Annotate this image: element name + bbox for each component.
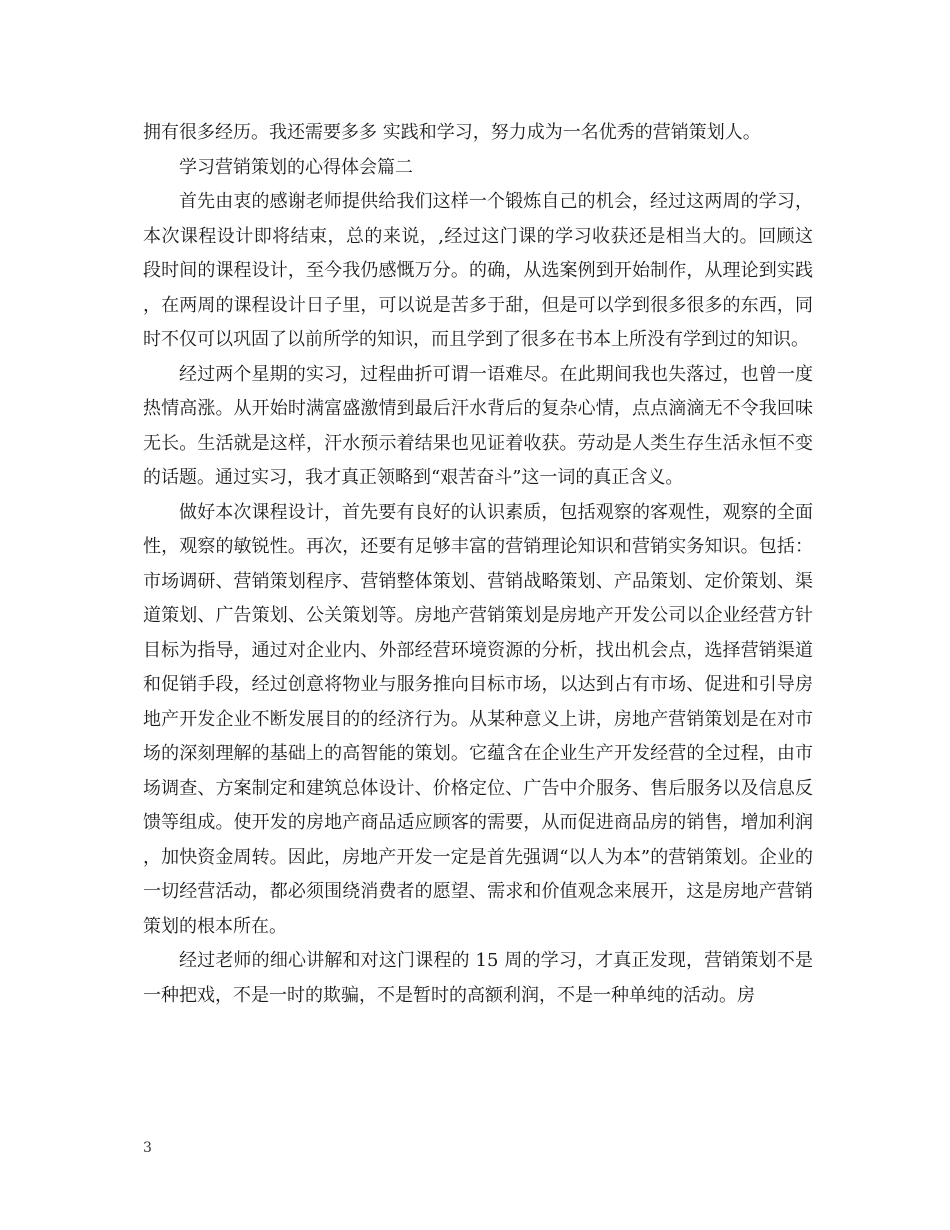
document-body: [143, 116, 813, 1013]
paragraph-gratitude: 首先由衷的感谢老师提供给我们这样一个锻炼自己的机会，经过这两周的学习，本次课程设计即将结束，总的来说，,经过这门课的学习收获还是相当大的。回顾这段时间的课程设计，至今我仍感慨万分。的确，从选案例到开始制作，从理论到实践，在两周的课程设计日子里，可以说是苦多于甜，但是可以学到很多很多的东西，同时不仅可以巩固了以前所学的知识，而且学到了很多在书本上所没有学到过的知识。: [143, 191, 813, 350]
page-number: 3: [143, 1140, 152, 1156]
paragraph-course-design: 做好本次课程设计，首先要有良好的认识素质，包括观察的客观性，观察的全面性，观察的敏锐性。再次，还要有足够丰富的营销理论知识和营销实务知识。包括：市场调研、营销策划程序、营销整体策划、营销战略策划、产品策划、定价策划、渠道策划、广告策划、公关策划等。房地产营销策划是房地产开发公司以企业经营方针目标为指导，通过对企业内、外部经营环境资源的分析，找出机会点，选择营销渠道和促销手段，经过创意将物业与服务推向目标市场，以达到占有市场、促进和引导房地产开发企业不断发展目的的经济行为。从某种意义上讲，房地产营销策划是在对市场的深刻理解的基础上的高智能的策划。它蕴含在企业生产开发经营的全过程，由市场调查、方案制定和建筑总体设计、价格定位、广告中介服务、售后服务以及信息反馈等组成。使开发的房地产商品适应顾客的需要，从而促进商品房的销售，增加利润，加快资金周转。因此，房地产开发一定是首先强调“以人为本”的营销策划。企业的一切经营活动，都必须围绕消费者的愿望、需求和价值观念来展开，这是房地产营销策划的根本所在。: [143, 501, 813, 937]
paragraph-continuation: 拥有很多经历。我还需要多多 实践和学习，努力成为一名优秀的营销策划人。: [143, 122, 761, 143]
paragraph-conclusion: 经过老师的细心讲解和对这门课程的 15 周的学习，才真正发现，营销策划不是一种把戏，不是一时的欺骗，不是暂时的高额利润，不是一种单纯的活动。房: [143, 950, 813, 1006]
section-heading: 学习营销策划的心得体会篇二: [179, 156, 413, 178]
paragraph-internship: 经过两个星期的实习，过程曲折可谓一语难尽。在此期间我也失落过，也曾一度热情高涨。从开始时满富盛激情到最后汗水背后的复杂心情，点点滴滴无不令我回味无长。生活就是这样，汗水预示着结果也见证着收获。劳动是人类生存生活永恒不变的话题。通过实习，我才真正领略到“艰苦奋斗”这一词的真正含义。: [143, 363, 813, 488]
